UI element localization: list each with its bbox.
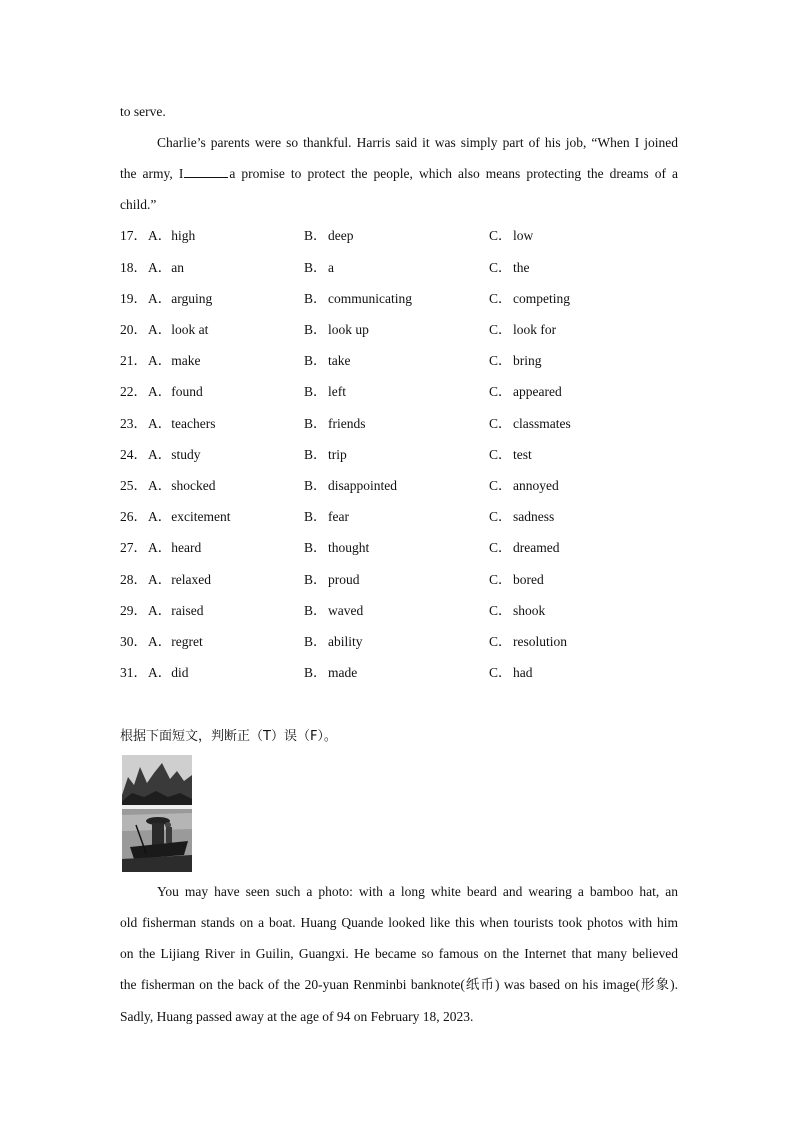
question-row: [120, 445, 680, 465]
question-row: [120, 570, 680, 590]
option-c-letter: C．: [489, 322, 512, 337]
option-b-letter: B．: [304, 353, 327, 368]
option-c: classmates: [513, 416, 571, 431]
option-a: A．shocked: [148, 478, 216, 493]
question-number: 27．: [120, 540, 147, 555]
option-c: bored: [513, 572, 544, 587]
option-a: A．teachers: [148, 416, 216, 431]
option-a: A．arguing: [148, 291, 213, 306]
option-a: A．regret: [148, 634, 203, 649]
option-a: A．raised: [148, 603, 204, 618]
option-b-letter: B．: [304, 540, 327, 555]
option-c-letter: C．: [489, 665, 512, 680]
option-b: communicating: [328, 291, 412, 306]
passage-line: old fisherman stands on a boat. Huang Quande looked like this when tourists took photos with him: [120, 915, 678, 930]
option-c-letter: C．: [489, 572, 512, 587]
option-c: look for: [513, 322, 557, 337]
option-b: trip: [328, 447, 347, 462]
option-a: A．high: [148, 228, 196, 243]
option-c-letter: C．: [489, 291, 512, 306]
option-b: disappointed: [328, 478, 397, 493]
question-row: [120, 351, 680, 371]
question-number: 22．: [120, 384, 147, 399]
option-b: take: [328, 353, 351, 368]
question-row: [120, 226, 680, 246]
passage-line: to serve.: [120, 104, 166, 119]
option-b: look up: [328, 322, 369, 337]
option-b-letter: B．: [304, 228, 327, 243]
option-b-letter: B．: [304, 322, 327, 337]
option-b: proud: [328, 572, 360, 587]
passage-text: the army, I: [120, 166, 184, 181]
question-number: 23．: [120, 416, 147, 431]
option-c-letter: C．: [489, 603, 512, 618]
question-number: 29．: [120, 603, 147, 618]
question-row: [120, 663, 680, 683]
option-b-letter: B．: [304, 447, 327, 462]
option-b-letter: B．: [304, 291, 327, 306]
option-c: competing: [513, 291, 570, 306]
option-b: waved: [328, 603, 364, 618]
passage-text: a promise to protect the people, which also means protecting the dreams of a: [229, 166, 678, 181]
option-b: thought: [328, 540, 370, 555]
question-row: [120, 507, 680, 527]
option-c-letter: C．: [489, 260, 512, 275]
option-b-letter: B．: [304, 572, 327, 587]
question-number: 21．: [120, 353, 147, 368]
question-row: [120, 382, 680, 402]
option-c-letter: C．: [489, 540, 512, 555]
question-row: [120, 632, 680, 652]
option-a: A．found: [148, 384, 203, 399]
passage-line: the fisherman on the back of the 20-yuan Renminbi banknote(纸币) was based on his image(形象).: [120, 977, 678, 992]
option-c: test: [513, 447, 532, 462]
option-c-letter: C．: [489, 416, 512, 431]
passage-line: Charlie’s parents were so thankful. Harris said it was simply part of his job, “When I joined: [157, 135, 678, 150]
option-b-letter: B．: [304, 384, 327, 399]
question-number: 18．: [120, 260, 147, 275]
option-c: resolution: [513, 634, 567, 649]
option-b: deep: [328, 228, 354, 243]
option-b-letter: B．: [304, 634, 327, 649]
passage-line: on the Lijiang River in Guilin, Guangxi. He became so famous on the Internet that many believed: [120, 946, 678, 961]
question-row: [120, 320, 680, 340]
option-c: had: [513, 665, 533, 680]
question-row: [120, 258, 680, 278]
option-c: appeared: [513, 384, 562, 399]
question-number: 26．: [120, 509, 147, 524]
option-b: a: [328, 260, 334, 275]
option-c-letter: C．: [489, 634, 512, 649]
option-a: A．look at: [148, 322, 209, 337]
option-c-letter: C．: [489, 384, 512, 399]
option-a: A．make: [148, 353, 201, 368]
option-a: A．heard: [148, 540, 202, 555]
passage-line: child.”: [120, 197, 157, 212]
question-row: [120, 476, 680, 496]
option-a: A．excitement: [148, 509, 231, 524]
option-b-letter: B．: [304, 665, 327, 680]
option-a: A．an: [148, 260, 184, 275]
option-c-letter: C．: [489, 228, 512, 243]
option-c: the: [513, 260, 530, 275]
option-c-letter: C．: [489, 509, 512, 524]
option-c: bring: [513, 353, 542, 368]
option-b-letter: B．: [304, 260, 327, 275]
passage-line: You may have seen such a photo: with a long white beard and wearing a bamboo hat, an: [157, 884, 678, 899]
option-b: friends: [328, 416, 366, 431]
question-number: 31．: [120, 665, 147, 680]
passage-line-with-blank: [120, 164, 678, 184]
option-a: A．study: [148, 447, 201, 462]
question-row: [120, 414, 680, 434]
passage-line: Sadly, Huang passed away at the age of 94 on February 18, 2023.: [120, 1009, 474, 1024]
fisherman-photo: [122, 755, 192, 872]
question-number: 24．: [120, 447, 147, 462]
option-b-letter: B．: [304, 603, 327, 618]
option-c: sadness: [513, 509, 555, 524]
option-c-letter: C．: [489, 478, 512, 493]
question-number: 19．: [120, 291, 147, 306]
option-b-letter: B．: [304, 416, 327, 431]
section-instruction: 根据下面短文，判断正（T）误（F）。: [120, 729, 337, 744]
question-row: [120, 538, 680, 558]
option-c: shook: [513, 603, 546, 618]
answer-blank: [184, 165, 228, 178]
option-b: fear: [328, 509, 349, 524]
option-b-letter: B．: [304, 478, 327, 493]
question-number: 17．: [120, 228, 147, 243]
option-b: ability: [328, 634, 363, 649]
question-row: [120, 601, 680, 621]
option-c: dreamed: [513, 540, 560, 555]
option-b: left: [328, 384, 346, 399]
option-c-letter: C．: [489, 447, 512, 462]
option-b-letter: B．: [304, 509, 327, 524]
question-number: 25．: [120, 478, 147, 493]
question-number: 30．: [120, 634, 147, 649]
option-c-letter: C．: [489, 353, 512, 368]
option-b: made: [328, 665, 358, 680]
question-number: 20．: [120, 322, 147, 337]
option-a: A．relaxed: [148, 572, 211, 587]
option-c: low: [513, 228, 534, 243]
option-a: A．did: [148, 665, 189, 680]
option-c: annoyed: [513, 478, 559, 493]
question-row: [120, 289, 680, 309]
question-number: 28．: [120, 572, 147, 587]
